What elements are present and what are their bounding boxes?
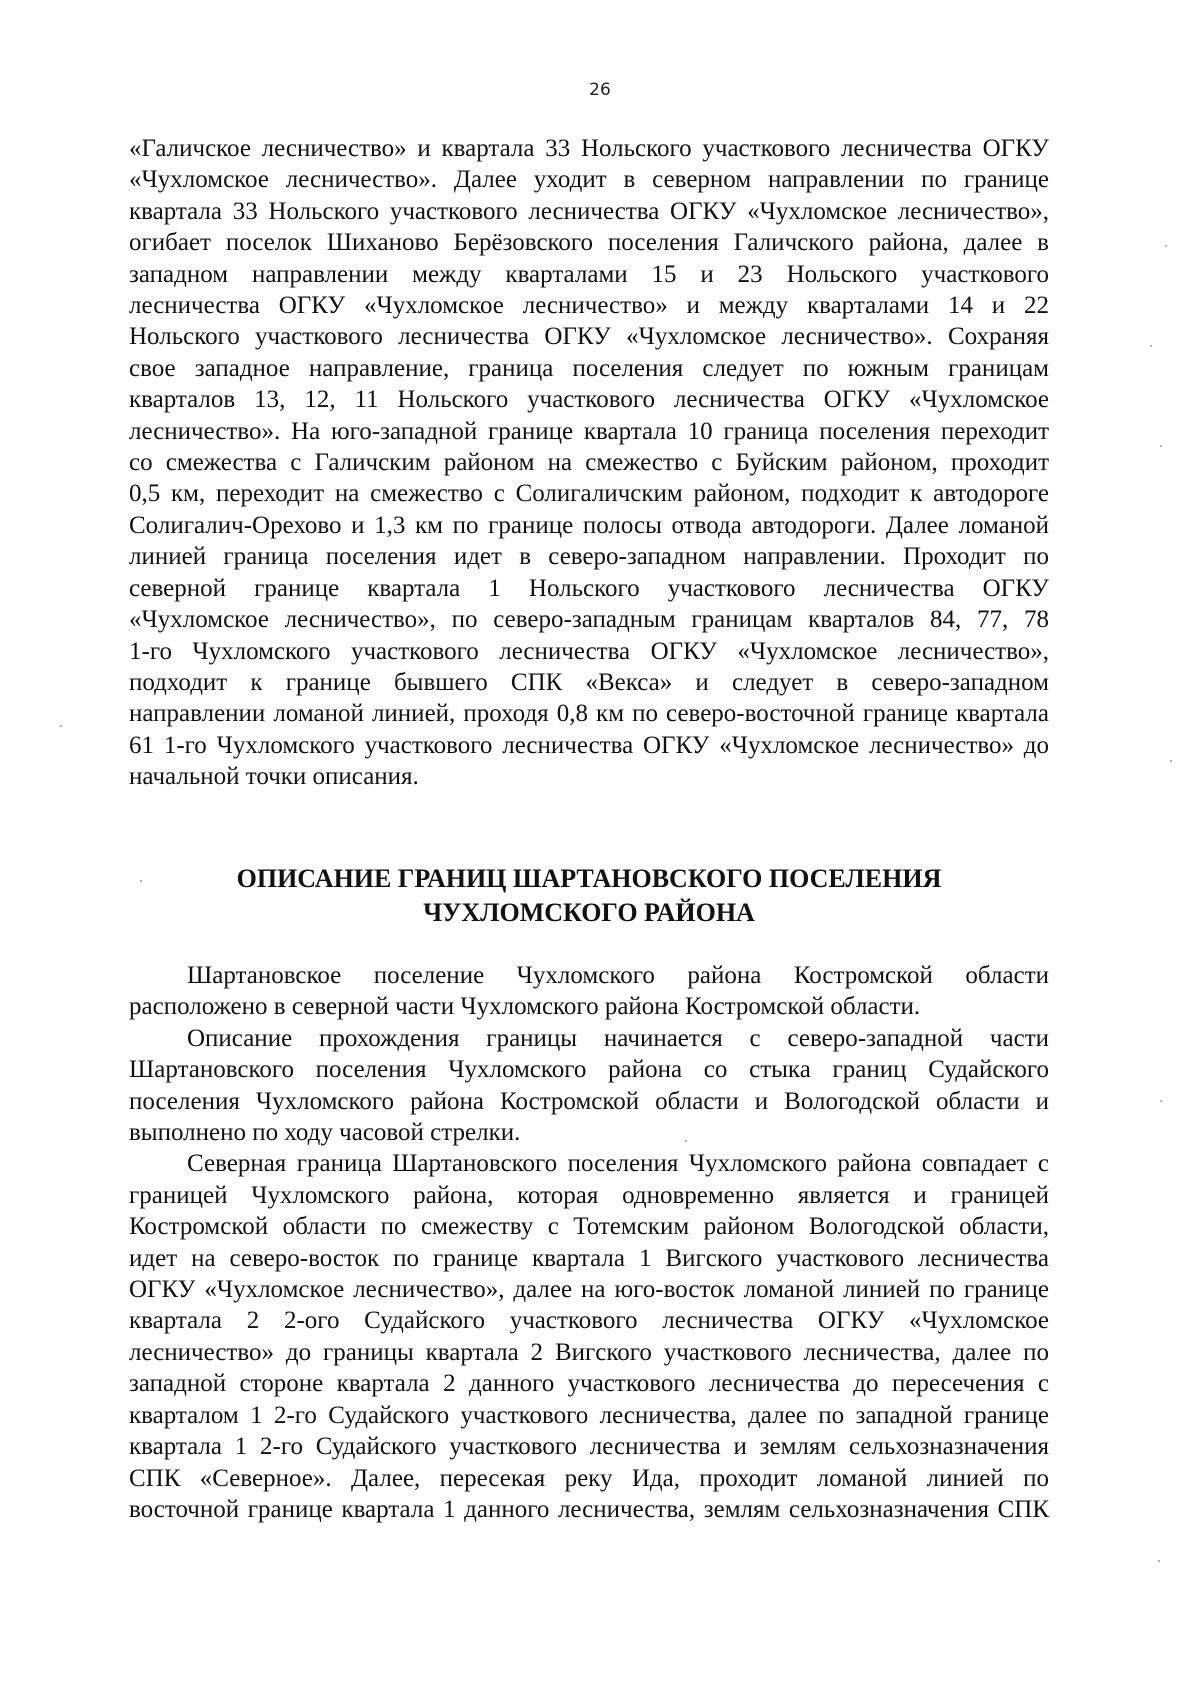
text-line: Солигалич-Орехово и 1,3 км по границе полосы отвода автодороги. Далее ломаной xyxy=(129,511,1049,539)
text-line: линией граница поселения идет в северо-западном направлении. Проходит по xyxy=(129,543,1049,571)
paragraph-intro xyxy=(129,960,1049,1023)
text-line: 1-го Чухломского участкового лесничества ОГКУ «Чухломское лесничество», xyxy=(129,637,1049,665)
text-line: лесничество» до границы квартала 2 Вигского участкового лесничества, далее по xyxy=(129,1338,1049,1366)
text-line: Шартановское поселение Чухломского района Костромской области xyxy=(187,962,1049,989)
text-line: идет на северо-восток по границе квартала 1 Вигского участкового лесничества xyxy=(129,1244,1049,1272)
text-line: квартала 2 2-ого Судайского участкового лесничества ОГКУ «Чухломское xyxy=(129,1307,1049,1335)
text-line: выполнено по ходу часовой стрелки. xyxy=(129,1119,521,1147)
section-body xyxy=(129,960,1049,1525)
text-line: ОГКУ «Чухломское лесничество», далее на юго-восток ломаной линией по границе xyxy=(129,1276,1049,1304)
scan-speck xyxy=(1160,445,1162,447)
scan-speck xyxy=(60,725,62,727)
text-line: лесничества ОГКУ «Чухломское лесничество» и между кварталами 14 и 22 xyxy=(129,292,1049,320)
text-line: северной границе квартала 1 Нольского участкового лесничества ОГКУ xyxy=(129,574,1049,602)
text-line: «Чухломское лесничество». Далее уходит в северном направлении по границе xyxy=(129,166,1049,194)
text-line: свое западное направление, граница поселения следует по южным границам xyxy=(129,354,1049,382)
text-line: кварталов 13, 12, 11 Нольского участкового лесничества ОГКУ «Чухломское xyxy=(129,386,1049,414)
text-line: подходит к границе бывшего СПК «Векса» и следует в северо-западном xyxy=(129,668,1049,696)
text-line: Шартановского поселения Чухломского района со стыка границ Судайского xyxy=(129,1056,1049,1084)
scan-speck xyxy=(140,880,142,882)
scan-speck xyxy=(1150,345,1152,347)
scan-speck xyxy=(685,1140,687,1142)
text-line: Северная граница Шартановского поселения Чухломского района совпадает с xyxy=(187,1150,1049,1178)
scan-speck xyxy=(1165,245,1167,247)
text-line: квартала 1 2-го Судайского участкового лесничества и землям сельхозназначения xyxy=(129,1433,1049,1461)
scan-speck xyxy=(1160,1100,1162,1102)
scan-speck xyxy=(1170,760,1172,762)
text-line: огибает поселок Шиханово Берёзовского поселения Галичского района, далее в xyxy=(129,229,1049,257)
text-line: Нольского участкового лесничества ОГКУ «Чухломское лесничество». Сохраняя xyxy=(129,323,1049,351)
text-line: западном направлении между кварталами 15 и 23 Нольского участкового xyxy=(129,260,1049,288)
text-line: восточной границе квартала 1 данного лесничества, землям сельхозназначения СПК xyxy=(129,1495,1049,1523)
text-line: со смежества с Галичским районом на смежество с Буйским районом, проходит xyxy=(129,449,1049,477)
text-line: «Чухломское лесничество», по северо-западным границам кварталов 84, 77, 78 xyxy=(129,606,1049,634)
text-line: квартала 33 Нольского участкового лесничества ОГКУ «Чухломское лесничество», xyxy=(129,197,1049,225)
text-line: «Галичское лесничество» и квартала 33 Нольского участкового лесничества ОГКУ xyxy=(129,135,1049,162)
text-line: кварталом 1 2-го Судайского участкового лесничества, далее по западной границе xyxy=(129,1401,1049,1429)
text-line: расположено в северной части Чухломского района Костромской области. xyxy=(129,993,921,1021)
text-line: лесничество». На юго-западной границе квартала 10 граница поселения переходит xyxy=(129,417,1049,445)
heading-line-1: ОПИСАНИЕ ГРАНИЦ ШАРТАНОВСКОГО ПОСЕЛЕНИЯ xyxy=(236,864,942,893)
text-line: границей Чухломского района, которая одновременно является и границей xyxy=(129,1181,1049,1209)
page-number: 26 xyxy=(589,80,611,100)
section-heading xyxy=(129,862,1049,930)
text-line: направлении ломаной линией, проходя 0,8 км по северо-восточной границе квартала xyxy=(129,700,1049,728)
text-line: 0,5 км, переходит на смежество с Солигаличским районом, подходит к автодороге xyxy=(129,480,1049,508)
text-line: Описание прохождения границы начинается с северо-западной части xyxy=(187,1024,1049,1052)
text-line: западной стороне квартала 2 данного участкового лесничества до пересечения с xyxy=(129,1370,1049,1398)
text-line: 61 1-го Чухломского участкового лесничества ОГКУ «Чухломское лесничество» до xyxy=(129,731,1049,759)
paragraph-continuation xyxy=(129,133,1049,793)
paragraph-start-point xyxy=(129,1023,1049,1149)
text-line: Костромской области по смежеству с Тотемским районом Вологодской области, xyxy=(129,1213,1049,1241)
heading-line-2: ЧУХЛОМСКОГО РАЙОНА xyxy=(423,898,755,927)
text-line: поселения Чухломского района Костромской области и Вологодской области и xyxy=(129,1087,1049,1115)
text-line: СПК «Северное». Далее, пересекая реку Ида, проходит ломаной линией по xyxy=(129,1464,1049,1492)
text-line: начальной точки описания. xyxy=(129,763,419,791)
scan-speck xyxy=(1158,1560,1160,1562)
paragraph-north-border xyxy=(129,1148,1049,1525)
